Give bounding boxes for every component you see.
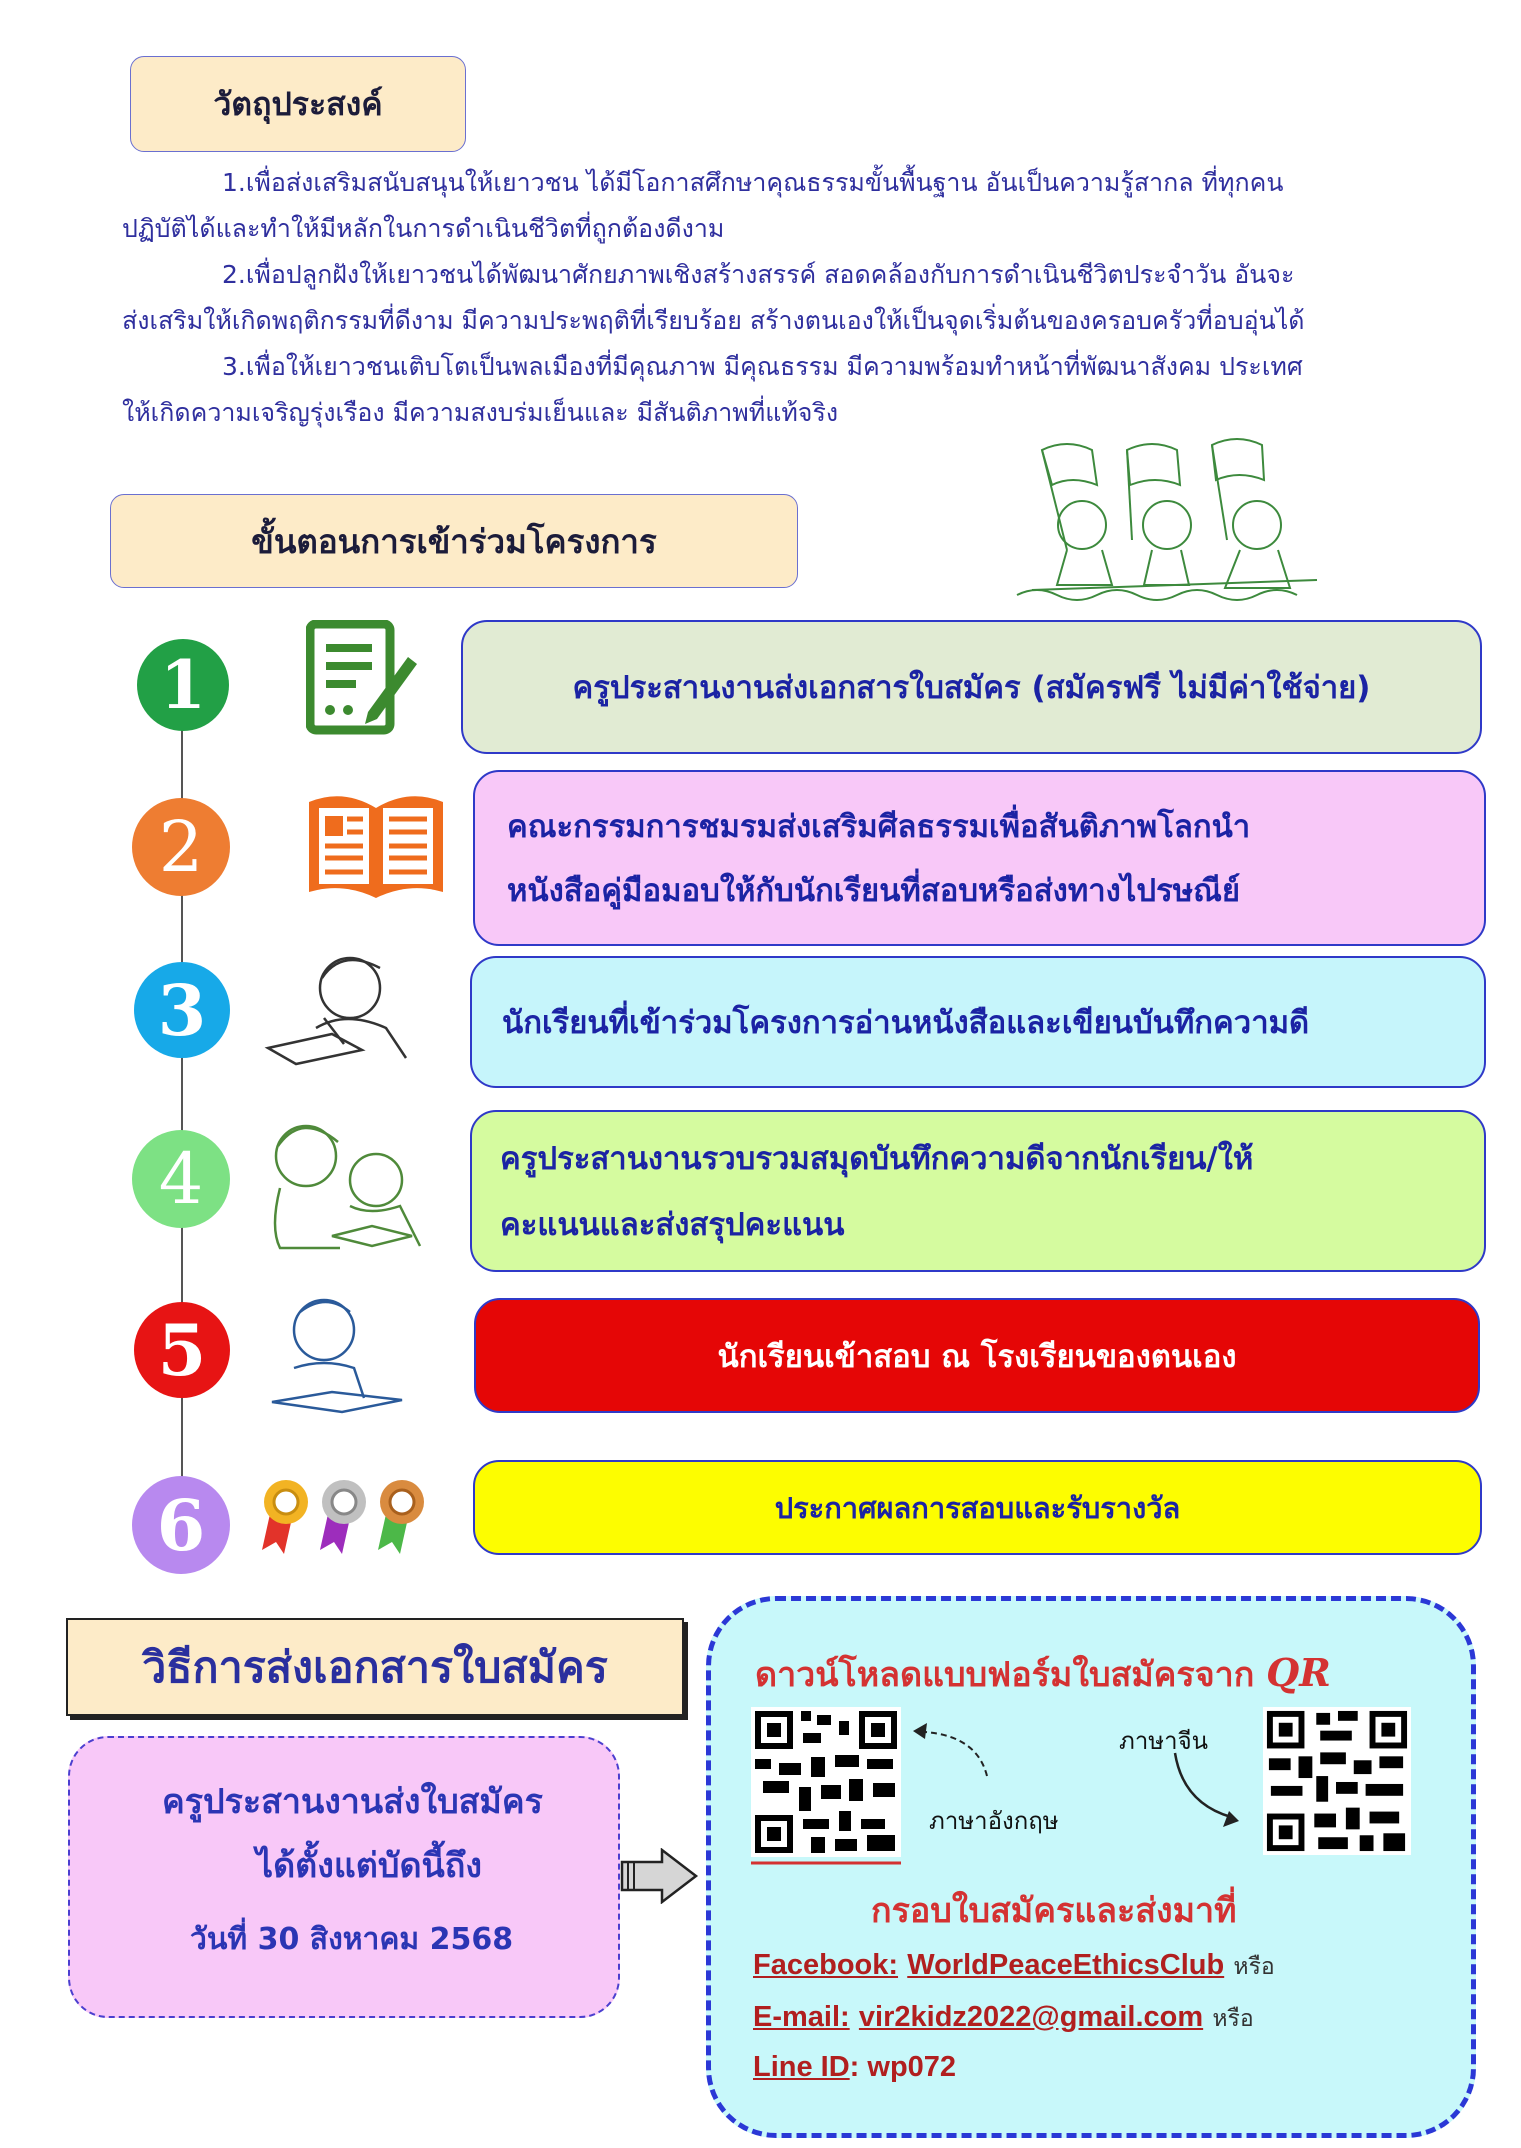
step-5-number: 5: [134, 1302, 230, 1398]
step-1-number: 1: [137, 639, 229, 731]
objective-title: วัตถุประสงค์: [213, 84, 383, 123]
facebook-row: [753, 1947, 1275, 1985]
line-id-label[interactable]: Line ID: [753, 2051, 850, 2083]
label-english: ภาษาอังกฤษ: [929, 1807, 1059, 1835]
objective-item-3-line1: 3.เพื่อให้เยาวชนเติบโตเป็นพลเมืองที่มีคุณภาพ มีคุณธรรม มีความพร้อมทำหน้าที่พัฒนาสังคม ประเทศ: [222, 352, 1303, 381]
steps-title: ขั้นตอนการเข้าร่วมโครงการ: [251, 521, 657, 561]
qr-code-chinese: [1263, 1707, 1411, 1855]
download-qr-word: QR: [1266, 1650, 1331, 1695]
step-1-box: [461, 620, 1482, 754]
step-6-text: ประกาศผลการสอบและรับรางวัล: [774, 1490, 1181, 1525]
document-edit-icon: [306, 620, 418, 736]
objective-item-2-line1: 2.เพื่อปลูกฝังให้เยาวชนได้พัฒนาศักยภาพเชิงสร้างสรรค์ สอดคล้องกับการดำเนินชีวิตประจำวัน อันจะ: [222, 260, 1295, 289]
step-3-box: [470, 956, 1486, 1088]
qr-code-english: [751, 1707, 901, 1865]
fill-send-text: กรอบใบสมัครและส่งมาที่: [871, 1891, 1237, 1931]
right-arrow-icon: [620, 1848, 700, 1904]
submission-title-box: [66, 1618, 684, 1716]
submission-line1: ครูประสานงานส่งใบสมัคร: [162, 1782, 543, 1822]
step-2-text2: หนังสือคู่มือมอบให้กับนักเรียนที่สอบหรือส่งทางไปรษณีย์: [507, 873, 1241, 909]
step-5-text: นักเรียนเข้าสอบ ณ โรงเรียนของตนเอง: [717, 1338, 1237, 1375]
line-row: [753, 2049, 956, 2084]
dashed-arrow-english: [907, 1721, 997, 1781]
step-5-box: [474, 1298, 1480, 1413]
step-2-number: 2: [132, 798, 230, 896]
submission-deadline: วันที่ 30 สิงหาคม 2568: [190, 1922, 514, 1957]
step-6-number: 6: [132, 1476, 230, 1574]
objective-item-2-line2: ส่งเสริมให้เกิดพฤติกรรมที่ดีงาม มีความประพฤติที่เรียบร้อย สร้างตนเองให้เป็นจุดเริ่มต้นของครอบครัวที่อบอุ่นได้: [122, 306, 1305, 335]
step-4-text2: คะแนนและส่งสรุปคะแนน: [500, 1207, 845, 1243]
step-4-text: ครูประสานงานรวบรวมสมุดบันทึกความดีจากนักเรียน/ให้: [500, 1141, 1254, 1177]
step-1-text: ครูประสานงานส่งเอกสารใบสมัคร (สมัครฟรี ไม่มีค่าใช้จ่าย): [572, 670, 1371, 706]
facebook-link[interactable]: WorldPeaceEthicsClub: [907, 1949, 1225, 1981]
step-6-box: [473, 1460, 1482, 1555]
curved-arrow-chinese: [1167, 1751, 1247, 1841]
or-text-1: หรือ: [1233, 1954, 1275, 1980]
award-medals-icon: [258, 1474, 428, 1556]
step-3-number: 3: [134, 962, 230, 1058]
objective-title-box: [130, 56, 466, 152]
teacher-student-reading-icon: [254, 1116, 424, 1254]
children-flags-illustration: [1012, 430, 1332, 602]
submission-info-box: [68, 1736, 620, 2018]
email-label[interactable]: E-mail:: [753, 2001, 850, 2033]
step-4-number: 4: [132, 1130, 230, 1228]
student-writing-icon: [264, 948, 420, 1072]
objective-item-1-line2: ปฏิบัติได้และทำให้มีหลักในการดำเนินชีวิตที่ถูกต้องดีงาม: [122, 214, 725, 243]
or-text-2: หรือ: [1212, 2006, 1254, 2032]
student-exam-icon: [264, 1290, 414, 1428]
objective-item-1-line1: 1.เพื่อส่งเสริมสนับสนุนให้เยาวชน ได้มีโอกาสศึกษาคุณธรรมขั้นพื้นฐาน อันเป็นความรู้สากล ที่ทุกคน: [222, 168, 1284, 197]
download-title-row: [755, 1647, 1331, 1701]
submission-line2: ได้ตั้งแต่บัดนี้ถึง: [256, 1846, 482, 1886]
open-book-icon: [303, 786, 449, 898]
email-row: [753, 1999, 1254, 2037]
email-link[interactable]: vir2kidz2022@gmail.com: [858, 2001, 1204, 2033]
objective-item-3-line2: ให้เกิดความเจริญรุ่งเรือง มีความสงบร่มเย็นและ มีสันติภาพที่แท้จริง: [122, 398, 839, 427]
steps-title-box: [110, 494, 798, 588]
step-3-text: นักเรียนที่เข้าร่วมโครงการอ่านหนังสือและเขียนบันทึกความดี: [502, 1005, 1310, 1041]
label-chinese: ภาษาจีน: [1119, 1727, 1209, 1755]
download-title: ดาวน์โหลดแบบฟอร์มใบสมัครจาก: [755, 1655, 1255, 1695]
download-box: [706, 1596, 1476, 2138]
step-4-box: [470, 1110, 1486, 1272]
objective-text: [122, 160, 1452, 436]
step-2-text: คณะกรรมการชมรมส่งเสริมศีลธรรมเพื่อสันติภาพโลกนำ: [507, 809, 1251, 845]
line-id-value: : wp072: [849, 2051, 957, 2083]
submission-title: วิธีการส่งเอกสารใบสมัคร: [142, 1643, 608, 1693]
step-2-box: [473, 770, 1486, 946]
facebook-label[interactable]: Facebook:: [753, 1949, 899, 1981]
